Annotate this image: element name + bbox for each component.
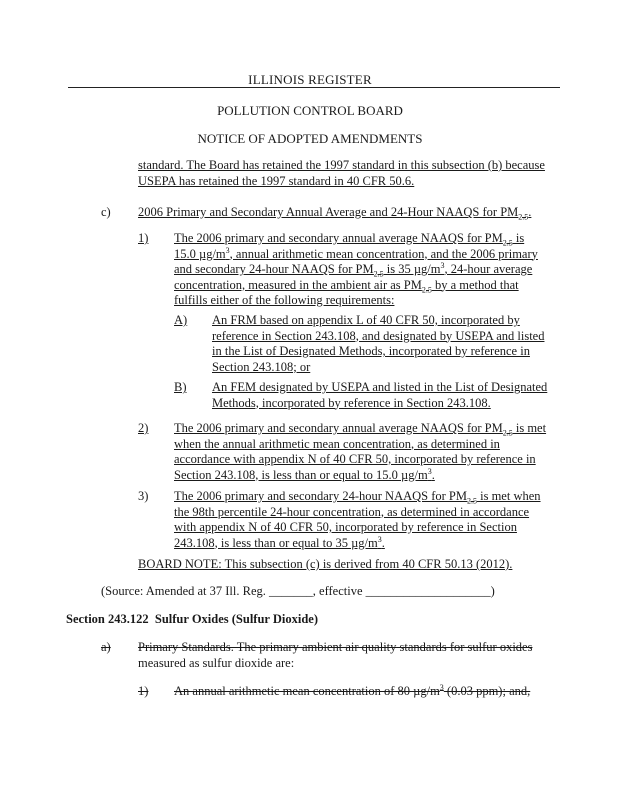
- item-3-line-1: [174, 489, 541, 505]
- subsection-a-item-1-a: An annual arithmetic mean concentration of 80 µg/m: [174, 684, 440, 698]
- source-prefix: (Source: Amended at 37 Ill. Reg.: [101, 584, 270, 598]
- subsection-a-label: a): [101, 640, 111, 654]
- cube-superscript: 3: [377, 534, 382, 544]
- header-rule: [68, 87, 560, 88]
- subsection-c-title-end: .: [528, 205, 532, 219]
- item-1a-line-2: reference in Section 243.108, and designated by USEPA and listed: [212, 328, 545, 343]
- pm-subscript: 2.5: [502, 428, 513, 438]
- register-blank: _______: [269, 584, 313, 598]
- pm-subscript: 2.5: [518, 212, 529, 222]
- item-3-line-1-b: is met when: [477, 489, 541, 503]
- pm-subscript: 2.5: [467, 496, 477, 506]
- item-2-label: 2): [138, 421, 149, 435]
- cube-superscript: 3: [440, 260, 445, 270]
- item-3-line-2: the 98th percentile 24-hour concentration, as determined in accordance: [174, 504, 530, 519]
- subsection-a-item-1-b: (0.03 ppm); and,: [443, 684, 531, 698]
- register-title: ILLINOIS REGISTER: [248, 72, 372, 87]
- subsection-c-label: c): [101, 205, 111, 219]
- agency-name: POLLUTION CONTROL BOARD: [217, 103, 403, 118]
- item-3-line-1-a: The 2006 primary and secondary 24-hour NAAQS for PM: [174, 489, 467, 503]
- item-1-line-1-a: The 2006 primary and secondary annual average NAAQS for PM: [174, 231, 503, 245]
- subsection-a-line-2: measured as sulfur dioxide are:: [138, 655, 295, 670]
- pm-subscript: 2.5: [373, 269, 384, 279]
- item-1a-line-4: Section 243.108; or: [212, 359, 311, 374]
- source-mid: , effective: [312, 584, 366, 598]
- item-1-line-2: [174, 247, 538, 263]
- item-2-line-2: when the annual arithmetic mean concentration, as determined in: [174, 436, 500, 451]
- item-1b-text: [212, 380, 547, 411]
- item-1-line-3-b: is 35 µg/m: [383, 262, 441, 276]
- item-1-line-3: [174, 262, 538, 278]
- item-1b-label: B): [174, 380, 187, 394]
- item-2-line-1-a: The 2006 primary and secondary annual average NAAQS for PM: [174, 421, 503, 435]
- item-2-line-3: accordance with appendix N of 40 CFR 50, incorporated by reference in: [174, 452, 536, 466]
- item-3-line-4-b: .: [381, 535, 385, 550]
- notice-title: NOTICE OF ADOPTED AMENDMENTS: [197, 131, 423, 146]
- item-2-line-4: [174, 468, 546, 484]
- item-1-line-1: [174, 231, 538, 247]
- section-title: Sulfur Oxides (Sulfur Dioxide): [154, 612, 319, 626]
- continuation-line-1: standard. The Board has retained the 1997 standard in this subsection (b) because: [138, 158, 545, 172]
- item-1-line-3-c: , 24-hour average: [444, 262, 533, 276]
- subsection-c-title: [138, 205, 531, 221]
- item-1a-text: [212, 313, 544, 375]
- subsection-a-text: [138, 640, 532, 671]
- item-2-line-1: [174, 421, 546, 437]
- item-1-text: [174, 231, 538, 309]
- item-2-line-1-b: is met: [512, 421, 547, 435]
- subsection-a-item-1-text: [174, 684, 530, 700]
- item-1-line-3-a: and secondary 24-hour NAAQS for PM: [174, 262, 374, 276]
- section-heading: [66, 612, 318, 628]
- item-3-line-4: [174, 536, 541, 552]
- cube-superscript: 3: [439, 682, 444, 692]
- section-number: Section 243.122: [66, 612, 149, 626]
- continuation-text: [138, 158, 545, 189]
- item-3-line-3: with appendix N of 40 CFR 50, incorporated by reference in Section: [174, 520, 517, 534]
- item-1-label: 1): [138, 231, 149, 245]
- board-note: BOARD NOTE: This subsection (c) is derived from 40 CFR 50.13 (2012).: [138, 557, 513, 571]
- pm-subscript: 2.5: [502, 238, 513, 248]
- item-2-line-4-a: Section 243.108, is less than or equal to 15.0 µg/m: [174, 467, 428, 482]
- item-1b-line-2: Methods, incorporated by reference in Section 243.108.: [212, 395, 491, 410]
- continuation-line-2: USEPA has retained the 1997 standard in 40 CFR 50.6.: [138, 173, 415, 188]
- item-1-line-1-b: is: [512, 231, 525, 245]
- item-2-text: [174, 421, 546, 483]
- item-1-line-2-a: 15.0 µg/m: [174, 246, 226, 261]
- source-note: [101, 584, 495, 600]
- item-3-line-4-a: 243.108, is less than or equal to 35 µg/m: [174, 535, 378, 550]
- subsection-a-line-1: Primary Standards. The primary ambient air quality standards for sulfur oxides: [138, 640, 533, 654]
- item-1-line-4-a: concentration, measured in the ambient air as PM: [174, 277, 422, 292]
- subsection-a-item-1-label: 1): [138, 684, 149, 698]
- item-3-label: 3): [138, 489, 149, 503]
- item-3-text: [174, 489, 541, 551]
- item-1-line-4-b: by a method that: [431, 277, 519, 292]
- source-suffix: ): [490, 584, 495, 598]
- item-2-line-4-b: .: [431, 467, 435, 482]
- pm-subscript: 2.5: [421, 285, 432, 294]
- item-1a-line-1: An FRM based on appendix L of 40 CFR 50, incorporated by: [212, 313, 520, 327]
- subsection-c-title-text: 2006 Primary and Secondary Annual Average and 24-Hour NAAQS for PM: [138, 205, 519, 219]
- cube-superscript: 3: [427, 466, 432, 476]
- item-1a-label: A): [174, 313, 188, 327]
- item-1-line-2-b: , annual arithmetic mean concentration, and the 2006 primary: [229, 246, 538, 261]
- effective-date-blank: ____________________: [365, 584, 491, 598]
- item-1-line-5: fulfills either of the following requirements:: [174, 293, 395, 307]
- item-1-line-4: [174, 278, 538, 294]
- cube-superscript: 3: [225, 245, 230, 255]
- item-1a-line-3: in the List of Designated Methods, incorporated by reference in: [212, 344, 530, 358]
- item-1b-line-1: An FEM designated by USEPA and listed in the List of Designated: [212, 380, 548, 394]
